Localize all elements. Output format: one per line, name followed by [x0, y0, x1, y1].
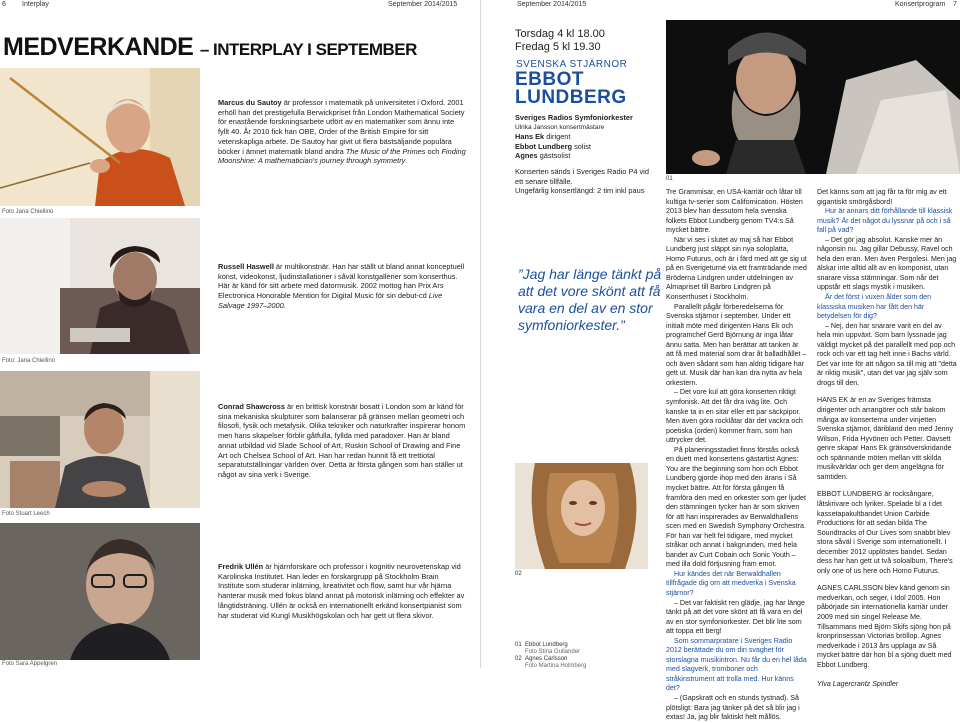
- paragraph: – (Gapskratt och en stunds tystnad). Så plötsligt: Bara jag tänker på det så blir jag i extas! Ja, jag blir faktiskt helt mållös.: [666, 693, 800, 722]
- author-signature: Ylva Lagercrantz Spindler: [817, 680, 899, 689]
- fact-hans-ek: HANS EK är en av Sveriges främsta dirigenter och arrangörer och står bakom många av konserterna under vinjetten Svenska stjärnor, däribland den med Jenny Wilson, Frida Hyvönen och Petter. Oavsett genre skapar Hans Ek gränsöverskridande och spännande möten mellan vitt skilda musikvärldar och ger dem angelägna för samtiden.: [817, 396, 954, 481]
- photo-russell-haswell: [0, 218, 200, 354]
- right-date-label: September 2014/2015: [517, 1, 587, 8]
- photo-number-02: 02: [515, 571, 522, 577]
- photo-credit-4: Foto Sara Appelgren: [2, 661, 58, 667]
- caption-number: 02: [515, 656, 522, 662]
- caption-ebbot: [515, 642, 580, 656]
- title-main: MEDVERKANDE: [3, 33, 194, 61]
- soloist-role: solist: [572, 141, 591, 151]
- article-column-2: [817, 188, 957, 690]
- caption-photographer: Foto Martina Holmberg: [525, 663, 587, 669]
- soloist-line: [515, 142, 655, 152]
- left-date-label: September 2014/2015: [388, 1, 458, 8]
- paragraph: Det känns som att jag får ta för mig av ett gigantiskt smörgåsbord!: [817, 188, 947, 206]
- bio-name: Russell Haswell: [218, 262, 274, 271]
- agnes-portrait-illustration: [515, 463, 648, 569]
- fact-agnes: AGNES CARLSSON blev känd genom sin medverkan, och seger, i Idol 2005. Hon påbörjade sin internationella karriär under 2009 med sin singel Release Me. Tillsammans med Björn Skifs sjöng hon på kronprinsessan Victorias bröllop. Agnes medverkade i 2013 års upplaga av Så mycket bättre där hon bl a sjöng duett med Ebbot Lundberg.: [817, 584, 952, 669]
- photo-credit-1: Foto Jana Chiellino: [2, 209, 54, 215]
- concertmaster: Ulrika Jansson konsertmästare: [515, 123, 605, 131]
- paragraph: – Det gör jag absolut. Kanske mer än någonsin nu. Jag gillar Debussy, Ravel och hela den eran. Men även Pergolesi. Men jag älskar inte alltid allt av en komponist, utan snarare vissa stämningar. Som når det uppstår ett slags mystik i musiken.: [817, 235, 957, 292]
- date-line-1: Torsdag 4 kl 18.00: [515, 28, 605, 40]
- conductor-role: dirigent: [544, 132, 571, 141]
- paragraph: När vi ses i slutet av maj så har Ebbot Lundberg just släppt sin nya soloplatta, Homo Futurus, och är i färd med att ge sig ut på en Sverigeturné via ett framträdande med Bröderna Lindgren under utdelningen av Almapriset till Barbro Lindgren på Konserthuset i Stockholm.: [666, 235, 807, 302]
- concert-dates: [515, 28, 605, 54]
- headline-line-1: EBBOT: [515, 69, 584, 90]
- photo-number-01: 01: [666, 176, 673, 182]
- question: Hur är annars ditt förhållande till klassisk musik? Är det något du lyssnar på och i så fall på vad?: [817, 207, 953, 235]
- bio-russell-haswell: [218, 262, 466, 311]
- photo-fredrik-ullen: [0, 523, 200, 660]
- photo-conrad-shawcross: [0, 371, 200, 508]
- program-credits: [515, 113, 655, 161]
- bio-name: Marcus du Sautoy: [218, 98, 282, 107]
- article-column-1: [666, 188, 808, 723]
- bio-text-end: .: [283, 300, 286, 310]
- bio-italic-2: Finding Moonshine: A mathematician's journey through symmetry: [218, 146, 466, 166]
- soloist-name: Ebbot Lundberg: [515, 141, 573, 151]
- right-section-label: Konsertprogram: [895, 1, 946, 8]
- bio-text: är hjärnforskare och professor i kognitiv neurovetenskap vid Karolinska Institutet. Han leder en forskargrupp på Stockholm Brain Institute som studerar inlärning, kreativitet och flow, samt hur vår hjärna hanterar musik med fokus bland annat på motorisk inlärning och effekter av långtidsträning. Ullén är också en internationellt erkänd konsertpianist som har studerat vid Kungl Musikhögskolan och har gett ut flera skivor.: [218, 562, 465, 620]
- right-page-number: 7: [953, 1, 957, 8]
- left-page-number: 6: [2, 1, 6, 8]
- bio-italic: The Music of the Primes: [345, 146, 426, 156]
- bio-marcus-du-sautoy: [218, 98, 466, 166]
- paragraph: På planeringsstadiet finns förstås också en duett med konsertens gästartist Agnes: You are the beginning som hon och Ebbot Lundberg gjorde ihop med den ärans i Så mycket bättre. Att för första gången få framföra den med en orkester som ger ljudet den stämningen tycker han är som skriven för att han inspirerades av Berwaldhallens scen med en Swedish Symphony Orchestra. För han var helt fel tidigare, med mycket stråkar och annat i bakgrunden, med hela bandet av Curt Cobain och Sonic Youth – med illa dold förtjusning fram emot.: [666, 445, 806, 569]
- photo-agnes-carlsson: [515, 463, 648, 569]
- paragraph: Parallellt pågår förberedelserna för Svenska stjärnor i september. Under ett initialt möte med dirigenten Hans Ek och programchef Gerd Björnung är inga låtar ännu satta. Men han berättar att tanken är att få med material som drar åt balladhållet – och även sådant som han aldrig tidigare har gett ut. Musik där han kan dra nytta av hela orkestern.: [666, 302, 807, 387]
- caption-photographer: Foto Stina Gullander: [525, 649, 581, 655]
- photo-credit-2: Foto: Jana Chiellino: [2, 358, 56, 364]
- concert-notes: [515, 167, 655, 196]
- conductor-line: [515, 132, 655, 142]
- photo-marcus-du-sautoy: [0, 68, 200, 206]
- guest-name: Agnes: [515, 151, 538, 160]
- question: Hur kändes det när Berwaldhallen tillfrågade dig om att medverka i Svenska stjärnor?: [666, 569, 796, 597]
- bio-text: är en brittisk konstnär bosatt i London som är känd för sina mekaniska skulpturer som balanserar på gränsen mellan geometri och filosofi, fysik och metafysik. Olika tekniker och naturkrafter inspirerar honom men hans skapelser förblir gåtfulla, fyllda med paradoxer. Han är bland annat utbildad vid Slade School of Art, Ruskin School of Drawing and Fine Art och Chelsea School of Art. Han har redan hunnit få ett trettiotal separatutställningar världen över. Detta är första gången som han ställer ut något av sina verk i Sverige.: [218, 402, 466, 479]
- bio-text-end: .: [405, 156, 408, 166]
- concert-series-kicker: SVENSKA STJÄRNOR: [516, 59, 628, 70]
- page-title: [3, 33, 417, 64]
- photo-credit-3: Foto Stuart Leech: [2, 511, 50, 517]
- headline-line-2: LUNDBERG: [515, 87, 627, 108]
- question: Är det först i vuxen ålder som den klassiska musiken har fått den här betydelsen för dig?: [817, 293, 932, 321]
- photo-ebbot-lundberg: [666, 20, 960, 174]
- paragraph: – Det vore kul att göra konserten riktigt symfonisk. Att det får dra iväg lite. Och kanske ta in en sitar eller ett par säckpipor. Men även góra rocklåtar där det vackra och poetiska (orden) kommer fram, som han uttrycker det.: [666, 388, 803, 445]
- concert-headline: [515, 71, 627, 107]
- left-section-label: Interplay: [22, 1, 49, 8]
- length-note: Ungefärlig konsertlängd: 2 tim inkl paus: [515, 186, 645, 195]
- broadcast-note: Konserten sänds i Sveriges Radio P4 vid ett senare tillfälle.: [515, 167, 649, 186]
- fact-ebbot: EBBOT LUNDBERG är rocksångare, låtskrivare och lyriker. Spelade bl a i det kassetapakultbandet Union Carbide Productions för att sedan bilda The Soundtracks of Our Lives som snabbt blev stora såväl i Sverige som internationellt. I december 2012 upplöstes bandet. Sedan dess har han gett ut två soloalbum, There's only one of us here och Homo Futurus.: [817, 490, 953, 575]
- russell-portrait-illustration: [0, 218, 200, 354]
- pull-quote: ”Jag har länge tänkt på att det vore skönt att få vara en del av en stor symfoniorkester.”: [518, 266, 662, 333]
- bio-name: Fredrik Ullén: [218, 562, 264, 571]
- bio-fredrik-ullen: [218, 562, 466, 620]
- caption-name: Ebbot Lundberg: [525, 642, 568, 648]
- guest-line: [515, 151, 655, 161]
- ebbot-portrait-illustration: [666, 20, 960, 174]
- bio-italic: Live Salvage 1997–2000: [218, 291, 443, 310]
- paragraph: – Det var faktiskt ren glädje, jag har länge tänkt på att det vore skönt att få vara en del av en stor symfoniorkester. Det blir lite som att toppa ett berg!: [666, 598, 805, 636]
- bio-conrad-shawcross: [218, 402, 466, 480]
- guest-role: gästsolist: [537, 151, 571, 160]
- paragraph: – Nej, den har snarare varit en del av hela min uppväxt. Som barn lyssnade jag väldigt mycket på det parallellt med pop och rock och var ett tag helt inne i Bachs värld. Det var inte för att någon sa till mig att "detta är riktig musik", utan det var jag själv som drogs till den.: [817, 321, 957, 387]
- question: Som sommarpratare i Sveriges Radio 2012 berättade du om din svaghet för storslagna musikintron. Nu får du en hel låda med slagverk, tromboner och stråkinstrument att trolla med. Hur känns det?: [666, 636, 807, 693]
- bio-text: är multikonstnär. Han har ställt ut bland annat konceptuell konst, videokonst, ljudinstallationer i såväl konstgallerier som konserthus. Här är känd för sitt arbete med datormusik. 2002 mottog han Prix Ars Electronica Honorable Mention for Digital Music för sin debut-cd: [218, 262, 465, 301]
- orchestra-name: Sveriges Radios Symfoniorkester: [515, 113, 633, 122]
- date-line-2: Fredag 5 kl 19.30: [515, 41, 601, 53]
- caption-name: Agnes Carlsson: [525, 656, 568, 662]
- fredrik-portrait-illustration: [0, 523, 200, 660]
- marcus-portrait-illustration: [0, 68, 200, 206]
- bio-text-mid: och: [425, 146, 442, 156]
- page-gutter: [480, 0, 481, 668]
- bio-text: är professor i matematik på universitetet i Oxford. 2001 erhöll han det prestigefulla Berwickpriset från London Mathematical Society för enastående forskningsarbete utfört av en matematiker som ännu inte fyllt 40. År 2010 fick han OBE, Order of the British Empire för sitt vetenskapliga arbete. De Sautoy har givit ut flera bästsäljande populära böcker i ämnet matematik bland andra: [218, 98, 465, 156]
- conrad-portrait-illustration: [0, 371, 200, 508]
- bio-name: Conrad Shawcross: [218, 402, 285, 411]
- paragraph: Tre Grammisar, en USA-karriär och låtar till kultiga tv-serier som Californication. Hösten 2013 blev han dessutom hela svenska folkets Ebbot Lundberg genom TV4:s Så mycket bättre.: [666, 188, 803, 235]
- title-subtitle: – INTERPLAY I SEPTEMBER: [199, 40, 417, 59]
- caption-number: 01: [515, 642, 522, 648]
- conductor-name: Hans Ek: [515, 132, 545, 141]
